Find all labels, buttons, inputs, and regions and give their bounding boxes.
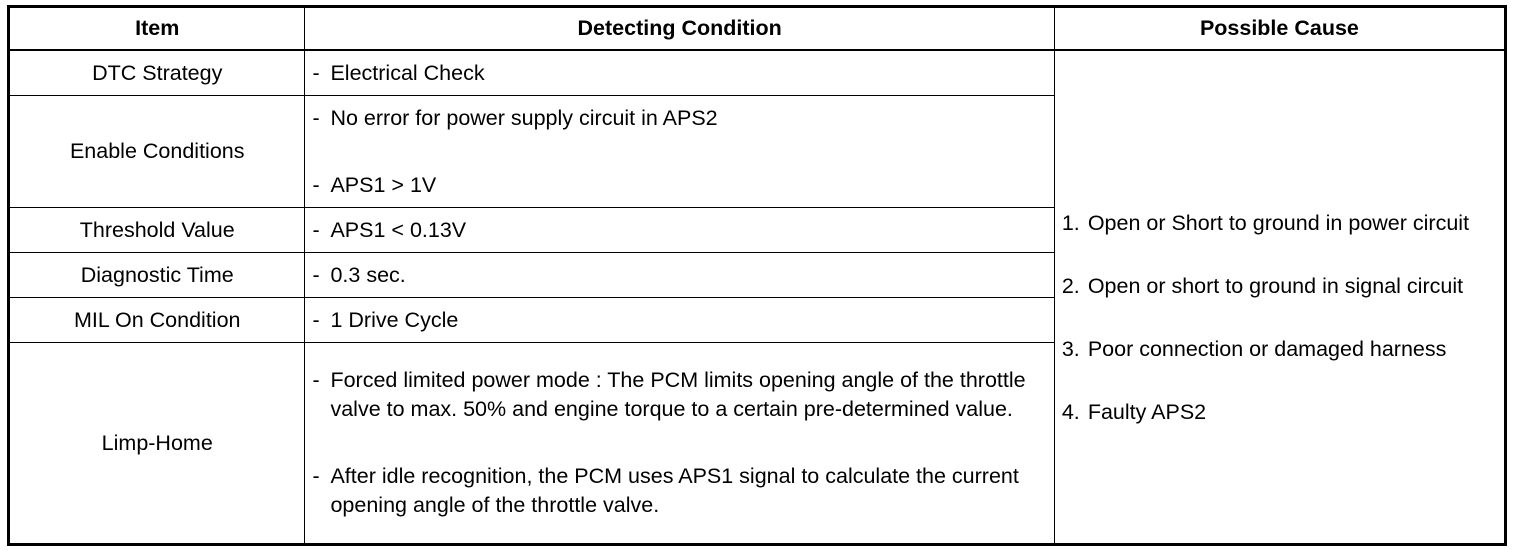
condition-cell: - Forced limited power mode : The PCM limits opening angle of the throttle valve to max. 50% and engine torque to a certain pre-determined value. - After idle recognition, the PCM uses APS1 signal to calculate the current opening angle of the throttle valve. [305,343,1054,545]
condition-text: 1 Drive Cycle [330,307,459,332]
cause-item: 1. Open or Short to ground in power circuit [1061,211,1470,235]
bullet-marker: - [312,60,320,85]
possible-cause-cell [1054,50,1505,545]
condition-cell: - APS1 < 0.13V [305,208,1054,253]
header-item: Item [9,7,305,51]
table-row [9,50,1506,96]
condition-text: Forced limited power mode : The PCM limits opening angle of the throttle valve to max. 50% and engine torque to a certain pre-determined value. [330,368,1026,421]
header-possible-cause: Possible Cause [1054,7,1505,51]
item-cell: DTC Strategy [9,50,305,96]
diagnostic-table [7,5,1507,546]
item-cell: Threshold Value [9,208,305,253]
condition-text: After idle recognition, the PCM uses APS1 signal to calculate the current opening angle of the throttle valve. [330,464,1019,517]
condition-cell: - No error for power supply circuit in APS2 - APS1 > 1V [305,96,1054,208]
condition-cell: - 0.3 sec. [305,253,1054,298]
condition-text: 0.3 sec. [330,262,406,287]
condition-cell: - 1 Drive Cycle [305,298,1054,343]
condition-text: No error for power supply circuit in APS2 [330,105,718,130]
item-cell: Diagnostic Time [9,253,305,298]
condition-text: Electrical Check [330,60,485,85]
header-detecting-condition: Detecting Condition [305,7,1054,51]
cause-item: 4. Faulty APS2 [1061,400,1207,424]
condition-text: APS1 > 1V [330,172,437,197]
condition-cell [305,50,1054,96]
cause-item: 3. Poor connection or damaged harness [1061,337,1447,361]
item-cell: Limp-Home [9,343,305,545]
header-row [9,7,1506,51]
item-cell: Enable Conditions [9,96,305,208]
condition-text: APS1 < 0.13V [330,217,467,242]
cause-item: 2. Open or short to ground in signal circuit [1061,274,1464,298]
item-cell: MIL On Condition [9,298,305,343]
